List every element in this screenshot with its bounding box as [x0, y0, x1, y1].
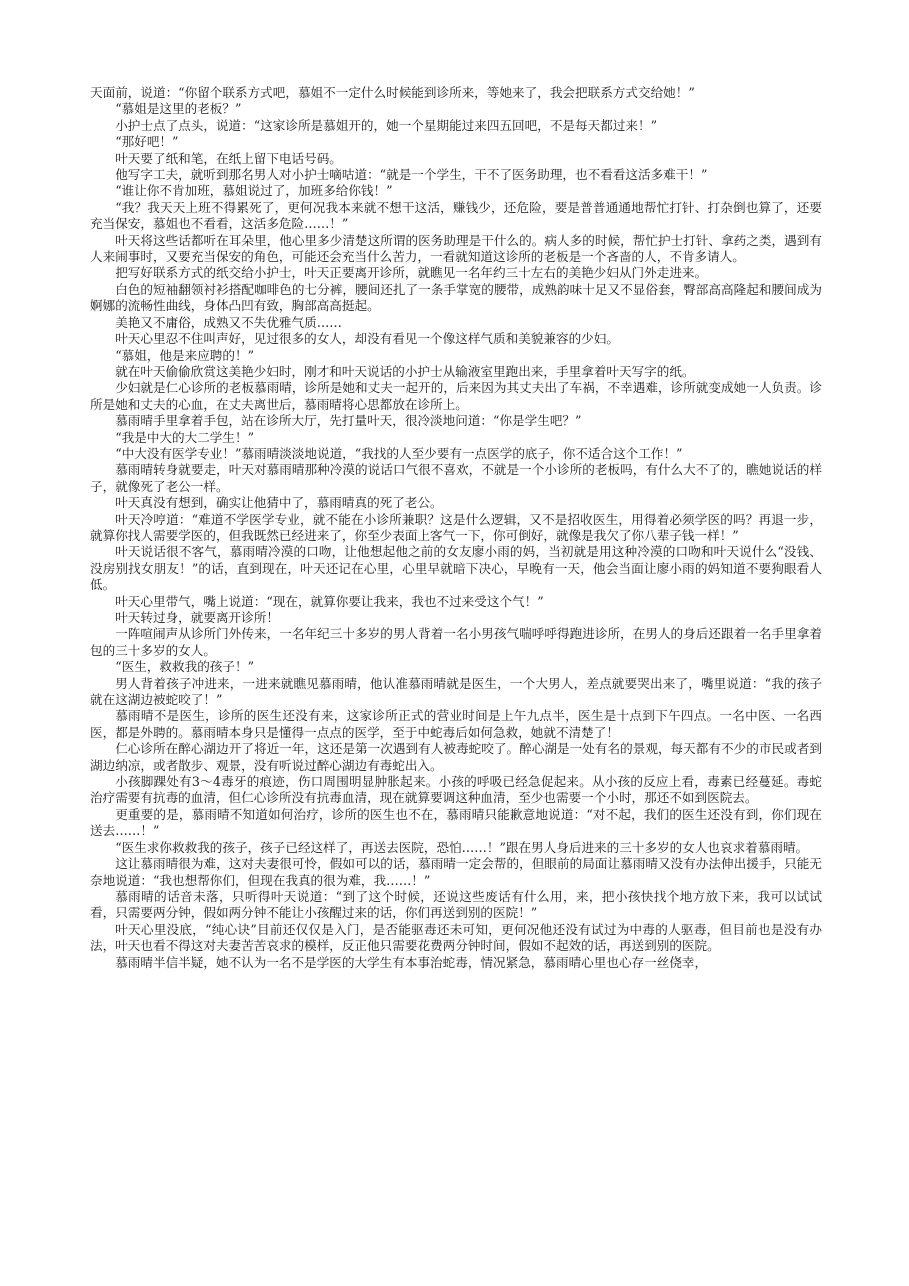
paragraph: 这让慕雨晴很为难，这对夫妻很可怜，假如可以的话，慕雨晴一定会帮的，但眼前的局面让慕雨晴又没有办法伸出援手，只能无奈地说道：“我也想帮你们，但现在我真的很为难，我……！”	[90, 856, 822, 888]
paragraph: 叶天将这些话都听在耳朵里，他心里多少清楚这所谓的医务助理是干什么的。病人多的时候，帮忙护士打针、拿药之类，遇到有人来闹事时，又要充当保安的角色，可能还会充当什么苦力，一看就知道这诊所的老板是一个吝啬的人，不肯多请人。	[90, 232, 822, 265]
paragraph: 仁心诊所在醉心湖边开了将近一年，这还是第一次遇到有人被毒蛇咬了。醉心湖是一处有名的景观，每天都有不少的市民或者到湖边纳凉，或者散步、观景，没有听说过醉心湖边有毒蛇出入。	[90, 741, 822, 773]
paragraph: 美艳又不庸俗，成熟又不失优雅气质……	[115, 314, 342, 330]
paragraph: 少妇就是仁心诊所的老板慕雨晴，诊所是她和丈夫一起开的，后来因为其丈夫出了车祸，不幸遇难，诊所就变成她一人负责。诊所是她和丈夫的心血，在丈夫离世后，慕雨晴将心思都放在诊所上。	[90, 380, 822, 412]
paragraph: “医生求你救救我的孩子，孩子已经这样了，再送去医院，恐怕……！”跟在男人身后进来的三十多岁的女人也哀求着慕雨晴。	[115, 839, 809, 855]
paragraph: 天面前，说道：“你留个联系方式吧，慕姐不一定什么时候能到诊所来，等她来了，我会把联系方式交给她！”	[90, 85, 695, 100]
paragraph: 叶天真没有想到，确实让他猜中了，慕雨晴真的死了老公。	[115, 495, 443, 511]
paragraph: 慕雨晴手里拿着手包，站在诊所大厅，先打量叶天，很冷淡地问道：“你是学生吧？”	[115, 413, 582, 429]
paragraph: 叶天心里忍不住叫声好，见过很多的女人，却没有看见一个像这样气质和美貌兼容的少妇。	[115, 331, 619, 347]
paragraph: 叶天心里带气，嘴上说道：“现在，就算你要让我来，我也不过来受这个气！”	[115, 593, 544, 609]
paragraph: 慕雨晴的话音未落，只听得叶天说道：“到了这个时候，还说这些废话有什么用，来，把小孩快找个地方放下来，我可以试试看，只需要两分钟，假如两分钟不能让小孩醒过来的话，你们再送到别的医院！”	[90, 888, 822, 921]
paragraph: 白色的短袖翻领衬衫搭配咖啡色的七分裤，腰间还扎了一条手掌宽的腰带，成熟韵味十足又不显俗套，臀部高高隆起和腰间成为婀娜的流畅性曲线，身体凸凹有致，胸部高高挺起。	[90, 281, 822, 314]
paragraph: 小护士点了点头，说道：“这家诊所是慕姐开的，她一个星期能过来四五回吧，不是每天都过来！”	[115, 117, 658, 133]
paragraph: “慕姐，他是来应聘的！”	[115, 347, 255, 363]
paragraph: “我？我天天上班不得累死了，更何况我本来就不想干这活，赚钱少，还危险，要是普普通通地帮忙打针、打杂倒也算了，还要充当保安，慕姐也不看看，这活多危险……！”	[90, 199, 822, 232]
paragraph: 小孩脚踝处有3～4毒牙的痕迹，伤口周围明显肿胀起来。小孩的呼吸已经急促起来。从小孩的反应上看，毒素已经蔓延。毒蛇治疗需要有抗毒的血清，但仁心诊所没有抗毒血清，现在就算要调这种血清，至少也需要一个小时，那还不如到医院去。	[90, 774, 822, 806]
paragraph: 他写字工夫，就听到那名男人对小护士嘀咕道：“就是一个学生，干不了医务助理，也不看看这活多难干！”	[115, 167, 708, 183]
paragraph: 叶天说话很不客气，慕雨晴冷漠的口吻，让他想起他之前的女友廖小雨的妈，当初就是用这种冷漠的口吻和叶天说什么“没钱、没房别找女朋友！”的话，直到现在，叶天还记在心里，心里早就暗下决心，早晚有一天，他会当面让廖小雨的妈知道不要狗眼看人低。	[90, 544, 822, 593]
paragraph: 慕雨晴半信半疑，她不认为一名不是学医的大学生有本事治蛇毒，情况紧急，慕雨晴心里也心存一丝侥幸，	[115, 954, 708, 970]
paragraph: 就在叶天偷偷欣赏这美艳少妇时，刚才和叶天说话的小护士从输液室里跑出来，手里拿着叶天写字的纸。	[115, 363, 695, 379]
paragraph: 把写好联系方式的纸交给小护士，叶天正要离开诊所，就瞧见一名年约三十左右的美艳少妇从门外走进来。	[115, 265, 708, 281]
paragraph: “医生，救救我的孩子！”	[115, 659, 255, 675]
paragraph: 慕雨晴不是医生，诊所的医生还没有来，这家诊所正式的营业时间是上午九点半，医生是十点到下午四点。一名中医、一名西医，都是外聘的。慕雨晴本身只是懂得一点点的医学，至于中蛇毒后如何急救，她就不清楚了！	[90, 708, 822, 740]
document-page	[90, 85, 822, 971]
paragraph: “谁让你不肯加班，慕姐说过了，加班多给你钱！”	[115, 183, 393, 199]
paragraph: 叶天心里没底，“纯心诀”目前还仅仅是入门，是否能驱毒还未可知，更何况他还没有试过为中毒的人驱毒，但目前也是没有办法，叶天也看不得这对夫妻苦苦哀求的模样，反正他只需要花费两分钟时间，假如不起效的话，再送到别的医院。	[90, 921, 822, 954]
paragraph: 一阵喧闹声从诊所门外传来，一名年纪三十多岁的男人背着一名小男孩气喘呼呼得跑进诊所，在男人的身后还跟着一名手里拿着包的三十多岁的女人。	[90, 626, 822, 658]
paragraph: 叶天转过身，就要离开诊所！	[115, 610, 279, 625]
paragraph: 叶天要了纸和笔，在纸上留下电话号码。	[115, 150, 342, 166]
paragraph: 更重要的是，慕雨晴不知道如何治疗，诊所的医生也不在，慕雨晴只能歉意地说道：“对不起，我们的医生还没有到，你们现在送去……！”	[90, 806, 822, 839]
paragraph: 叶天冷哼道：“难道不学医学专业，就不能在小诊所兼职？这是什么逻辑，又不是招收医生，用得着必须学医的吗？再退一步，就算你找人需要学医的，但我既然已经进来了，你至少表面上客气一下，你可倒好，就像是我欠了你八辈子钱一样！”	[90, 511, 822, 543]
paragraph: 慕雨晴转身就要走，叶天对慕雨晴那种冷漠的说话口气很不喜欢，不就是一个小诊所的老板吗，有什么大不了的，瞧她说话的样子，就像死了老公一样。	[90, 462, 822, 494]
paragraph: “那好吧！”	[115, 134, 179, 150]
paragraph: “慕姐是这里的老板？”	[115, 101, 242, 117]
paragraph: 男人背着孩子冲进来，一进来就瞧见慕雨晴，他认准慕雨晴就是医生，一个大男人，差点就要哭出来了，嘴里说道：“我的孩子就在这湖边被蛇咬了！”	[90, 675, 822, 708]
paragraph: “中大没有医学专业！”慕雨晴淡淡地说道，“我找的人至少要有一点医学的底子，你不适合这个工作！”	[115, 445, 683, 461]
paragraph: “我是中大的大二学生！”	[115, 429, 255, 445]
